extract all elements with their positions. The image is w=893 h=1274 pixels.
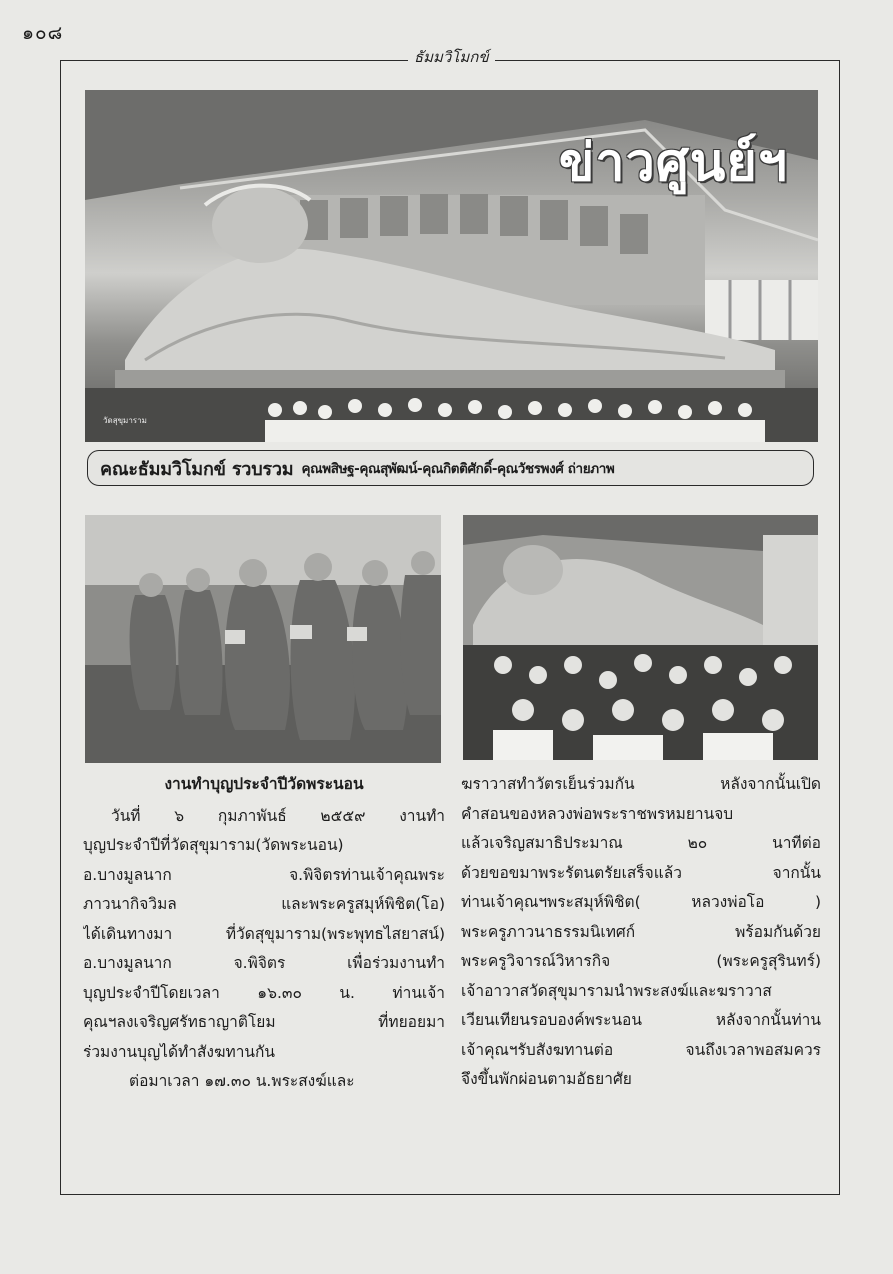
body-line: อ.บางมูลนาก จ.พิจิตร เพื่อร่วมงานทำ xyxy=(83,954,445,972)
body-line: ได้เดินทางมา ที่วัดสุขุมาราม(พระพุทธไสยาสน์) xyxy=(83,924,445,943)
body-line: แล้วเจริญสมาธิประมาณ ๒๐ นาทีต่อ xyxy=(461,834,821,852)
body-line: คุณฯลงเจริญศรัทธาญาติโยม ที่ทยอยมา xyxy=(83,1013,445,1031)
article-column-right xyxy=(461,770,821,1095)
monks-image xyxy=(85,515,441,763)
article-column-left xyxy=(83,770,445,1097)
credit-bar xyxy=(87,450,814,486)
crowd-photo xyxy=(463,515,818,760)
body-line: ร่วมงานบุญได้ทำสังฆทานกัน xyxy=(83,1042,275,1061)
article-title: งานทำบุญประจำปีวัดพระนอน xyxy=(164,775,364,793)
body-line: เจ้าอาวาสวัดสุขุมารามนำพระสงฆ์และฆราวาส xyxy=(461,981,772,1000)
hero-title: ข่าวศูนย์ฯ xyxy=(558,133,788,193)
running-header: ธัมมวิโมกข์ xyxy=(408,45,495,69)
credit-photographers: คุณพสิษฐ-คุณสุพัฒน์-คุณกิตติศักดิ์-คุณวัชรพงศ์ ถ่ายภาพ xyxy=(301,461,615,477)
body-line: เวียนเทียนรอบองค์พระนอน หลังจากนั้นท่าน xyxy=(461,1011,821,1029)
body-line: คำสอนของหลวงพ่อพระราชพรหมยานจบ xyxy=(461,804,734,823)
monks-photo xyxy=(85,515,441,763)
credit-compiler: คณะธัมมวิโมกข์ รวบรวม xyxy=(100,458,294,480)
body-line: พระครูวิจารณ์วิหารกิจ (พระครูสุรินทร์) xyxy=(461,952,821,970)
hero-photo xyxy=(85,90,818,442)
body-line: บุญประจำปีโดยเวลา ๑๖.๓๐ น. ท่านเจ้า xyxy=(83,983,445,1002)
photo-label: วัดสุขุมาราม xyxy=(103,416,147,425)
body-line: ต่อมาเวลา ๑๗.๓๐ น.พระสงฆ์และ xyxy=(129,1072,355,1090)
body-line: ฆราวาสทำวัตรเย็นร่วมกัน หลังจากนั้นเปิด xyxy=(461,775,821,793)
body-line: ท่านเจ้าคุณฯพระสมุห์พิชิต( หลวงพ่อโอ ) xyxy=(461,893,821,911)
body-line: ด้วยขอขมาพระรัตนตรัยเสร็จแล้ว จากนั้น xyxy=(461,863,821,882)
body-line: วันที่ ๖ กุมภาพันธ์ ๒๕๕๙ งานทำ xyxy=(111,806,445,825)
body-line: เจ้าคุณฯรับสังฆทานต่อ จนถึงเวลาพอสมควร xyxy=(461,1040,821,1059)
crowd-image xyxy=(463,515,818,760)
body-line: ภาวนากิจวิมล และพระครูสมุห์พิชิต(โอ) xyxy=(83,895,445,913)
page-number: ๑๐๘ xyxy=(22,22,64,44)
body-line: พระครูภาวนาธรรมนิเทศก์ พร้อมกันด้วย xyxy=(461,922,821,941)
body-line: จึงขึ้นพักผ่อนตามอัธยาศัย xyxy=(461,1070,632,1088)
body-line: อ.บางมูลนาก จ.พิจิตรท่านเจ้าคุณพระ xyxy=(83,865,445,884)
body-line: บุญประจำปีที่วัดสุขุมาราม(วัดพระนอน) xyxy=(83,836,344,854)
